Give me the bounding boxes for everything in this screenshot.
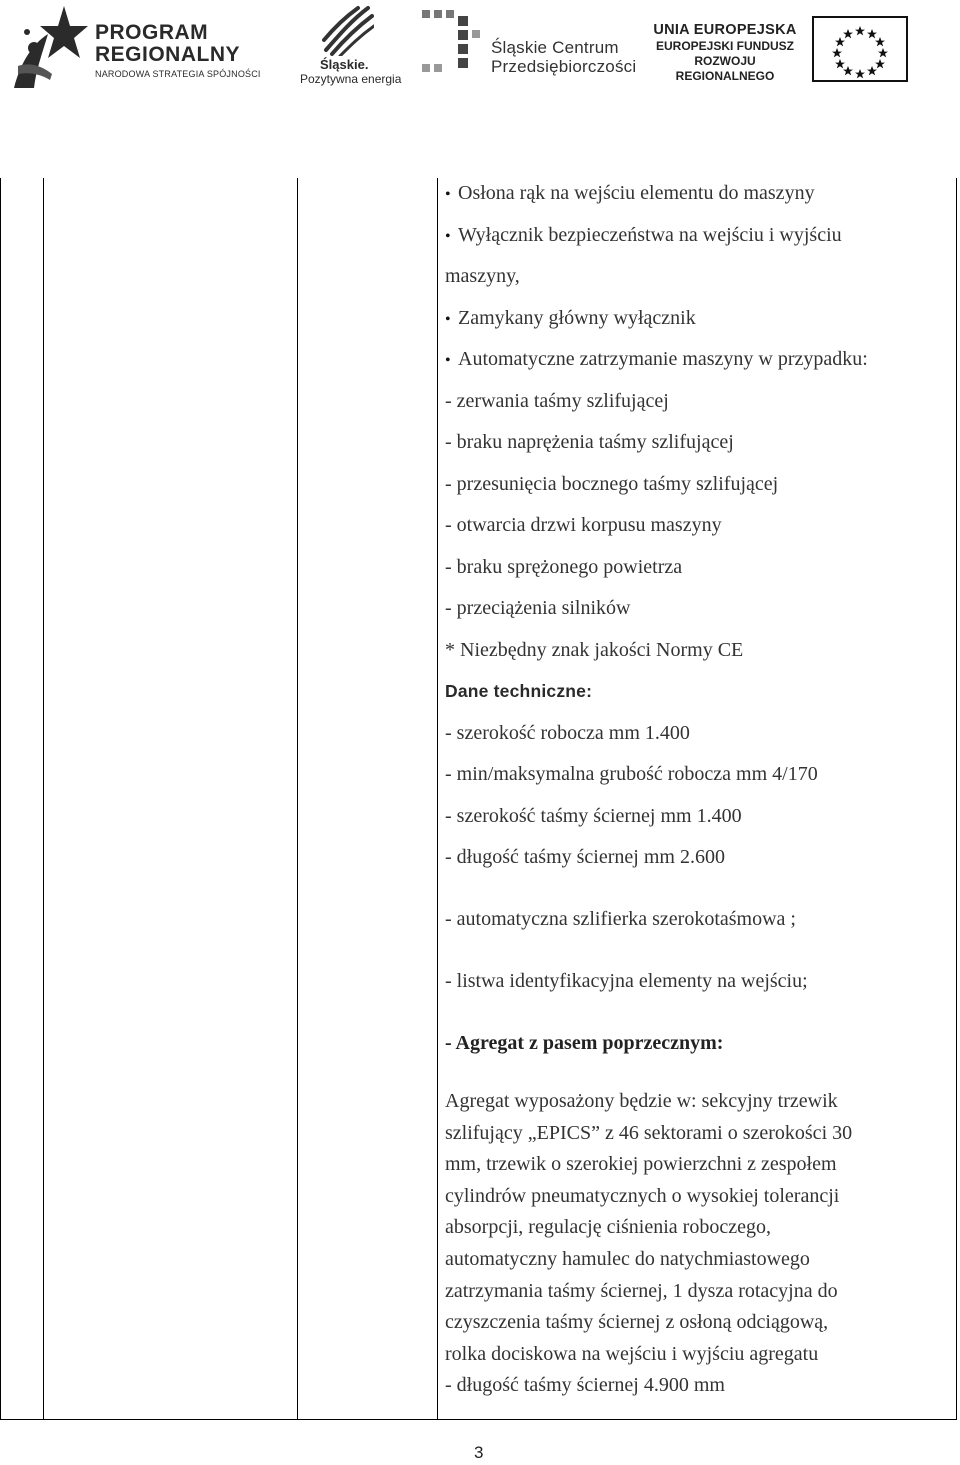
regionalny-label: REGIONALNY: [95, 43, 241, 66]
slaskie-label: Śląskie.: [320, 57, 369, 72]
page-number: 3: [474, 1443, 484, 1462]
stop-condition-item: - przeciążenia silników: [445, 597, 631, 619]
stop-condition-item: - braku sprężonego powietrza: [445, 555, 683, 578]
aggregate-line: cylindrów pneumatycznych o wysokiej tolerancji: [445, 1184, 840, 1207]
star-emblem-icon: [12, 4, 88, 88]
stop-condition-item: - otwarcia drzwi korpusu maszyny: [445, 514, 722, 536]
strategia-label: NARODOWA STRATEGIA SPÓJNOŚCI: [95, 69, 261, 79]
id-strip-line: - listwa identyfikacyjna elementy na wejściu;: [445, 970, 808, 992]
auto-sander-line: - automatyczna szlifierka szerokotaśmowa ;: [445, 908, 796, 930]
aggregate-line: automatyczny hamulec do natychmiastowego: [445, 1247, 810, 1270]
tech-data-item: - długość taśmy ściernej mm 2.600: [445, 846, 725, 868]
stop-condition-item: - przesunięcia bocznego taśmy szlifującej: [445, 472, 779, 495]
pozytywna-energia-label: Pozytywna energia: [300, 72, 402, 86]
aggregate-line: Agregat wyposażony będzie w: sekcyjny trzewik: [445, 1090, 838, 1112]
eu-fund-logo: [646, 22, 804, 84]
bullet-item: • Automatyczne zatrzymanie maszyny w przypadku:: [445, 340, 950, 382]
eu-flag-icon: [812, 16, 908, 82]
aggregate-line: mm, trzewik o szerokiej powierzchni z zespołem: [445, 1153, 837, 1176]
rozwoju-regionalnego-label: ROZWOJU REGIONALNEGO: [675, 54, 775, 83]
europejski-fundusz-label: EUROPEJSKI FUNDUSZ: [655, 39, 795, 53]
specification-cell: [445, 174, 950, 1402]
centrum-label: Śląskie Centrum: [491, 38, 619, 57]
bullet-continuation: maszyny,: [445, 265, 520, 287]
centrum-logo: [491, 38, 636, 76]
table-divider-2: [297, 178, 298, 1420]
bullet-item: • Osłona rąk na wejściu elementu do maszyny: [445, 174, 950, 216]
aggregate-line: czyszczenia taśmy ściernej z osłoną odciągową,: [445, 1311, 829, 1334]
page-header: [0, 0, 960, 95]
program-label: PROGRAM: [95, 21, 209, 44]
ce-note: * Niezbędny znak jakości Normy CE: [445, 638, 744, 661]
aggregate-heading: - Agregat z pasem poprzecznym:: [445, 1032, 724, 1054]
table-border-bottom: [0, 1419, 957, 1420]
tech-data-item: - szerokość taśmy ściernej mm 1.400: [445, 804, 742, 827]
aggregate-line: szlifujący „EPICS” z 46 sektorami o szerokości 30: [445, 1121, 853, 1144]
aggregate-line: - długość taśmy ściernej 4.900 mm: [445, 1374, 725, 1397]
table-border-right: [956, 178, 957, 1420]
tech-data-item: - min/maksymalna grubość robocza mm 4/170: [445, 763, 818, 785]
table-divider-1: [43, 178, 44, 1420]
przedsiebiorczosci-label: Przedsiębiorczości: [491, 57, 637, 76]
table-divider-3: [437, 178, 438, 1420]
program-regionalny-logo: [95, 22, 261, 80]
unia-europejska-label: UNIA EUROPEJSKA: [653, 22, 797, 38]
aggregate-line: zatrzymania taśmy ściernej, 1 dysza rotacyjna do: [445, 1279, 838, 1302]
aggregate-line: rolka dociskowa na wejściu i wyjściu agregatu: [445, 1342, 819, 1365]
tech-data-item: - szerokość robocza mm 1.400: [445, 721, 690, 744]
slaskie-waves-icon: [322, 4, 374, 56]
stop-condition-item: - braku naprężenia taśmy szlifującej: [445, 431, 734, 453]
aggregate-line: absorpcji, regulację ciśnienia roboczego,: [445, 1216, 771, 1239]
slaskie-logo: [300, 58, 401, 86]
table-border-left: [0, 178, 1, 1420]
bullet-item: • Zamykany główny wyłącznik: [445, 299, 950, 341]
aggregate-description: [445, 1086, 950, 1402]
scp-emblem-icon: [418, 6, 484, 78]
bullet-item: • Wyłącznik bezpieczeństwa na wejściu i wyjściu: [445, 216, 950, 258]
tech-data-heading: Dane techniczne:: [445, 681, 593, 701]
stop-condition-item: - zerwania taśmy szlifującej: [445, 389, 669, 412]
